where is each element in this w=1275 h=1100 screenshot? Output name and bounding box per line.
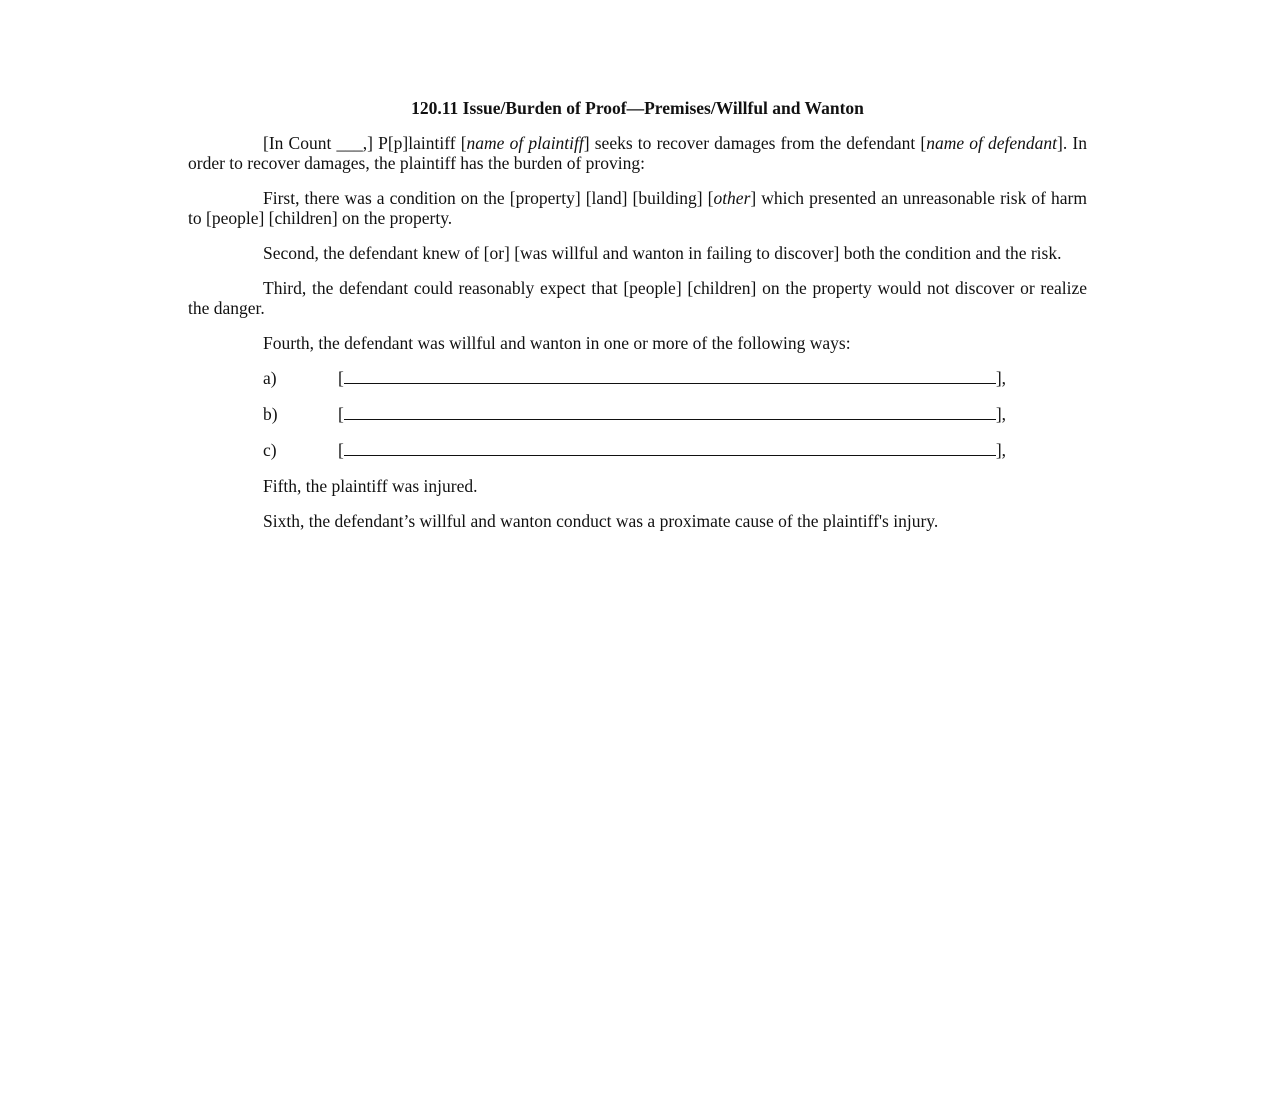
intro-text-2: ] seeks to recover damages from the defendant [ — [583, 133, 927, 153]
other-placeholder: other — [713, 188, 751, 208]
way-blank-field — [338, 440, 1006, 460]
intro-text-3: ]. In order to recover damages, the plaintiff has the burden of proving: — [188, 133, 1087, 173]
bracket-close: ], — [995, 368, 1007, 388]
intro-paragraph — [188, 133, 1087, 173]
blank-line — [344, 368, 996, 384]
way-item-b — [188, 404, 1087, 424]
way-blank-field — [338, 368, 1006, 388]
bracket-open: [ — [338, 404, 344, 424]
document-page — [188, 98, 1087, 531]
bracket-open: [ — [338, 368, 344, 388]
intro-text-1: [In Count ___,] P[p]laintiff [ — [263, 133, 467, 153]
plaintiff-name-placeholder: name of plaintiff — [466, 133, 584, 153]
way-label: a) — [263, 368, 277, 388]
first-element-paragraph — [188, 188, 1087, 228]
first-text-2: ] which presented an unreasonable risk of harm to [people] [children] on the property. — [188, 188, 1087, 228]
fourth-element-paragraph: Fourth, the defendant was willful and wanton in one or more of the following ways: — [263, 333, 851, 353]
way-blank-field — [338, 404, 1006, 424]
first-text-1: First, there was a condition on the [property] [land] [building] [ — [263, 188, 714, 208]
way-label: b) — [263, 404, 278, 424]
blank-line — [344, 440, 996, 456]
bracket-close: ], — [995, 440, 1007, 460]
blank-line — [344, 404, 996, 420]
fifth-element-paragraph: Fifth, the plaintiff was injured. — [263, 476, 478, 496]
way-item-a — [188, 368, 1087, 388]
bracket-open: [ — [338, 440, 344, 460]
bracket-close: ], — [995, 404, 1007, 424]
sixth-element-paragraph: Sixth, the defendant’s willful and wanton conduct was a proximate cause of the plaintiff's injury. — [263, 511, 939, 531]
second-element-paragraph: Second, the defendant knew of [or] [was willful and wanton in failing to discover] both the condition and the risk. — [263, 243, 1062, 263]
third-element-paragraph: Third, the defendant could reasonably expect that [people] [children] on the property would not discover or realize the danger. — [188, 278, 1087, 318]
document-title: 120.11 Issue/Burden of Proof—Premises/Willful and Wanton — [411, 98, 864, 118]
defendant-name-placeholder: name of defendant — [926, 133, 1058, 153]
way-label: c) — [263, 440, 277, 460]
way-item-c — [188, 440, 1087, 460]
